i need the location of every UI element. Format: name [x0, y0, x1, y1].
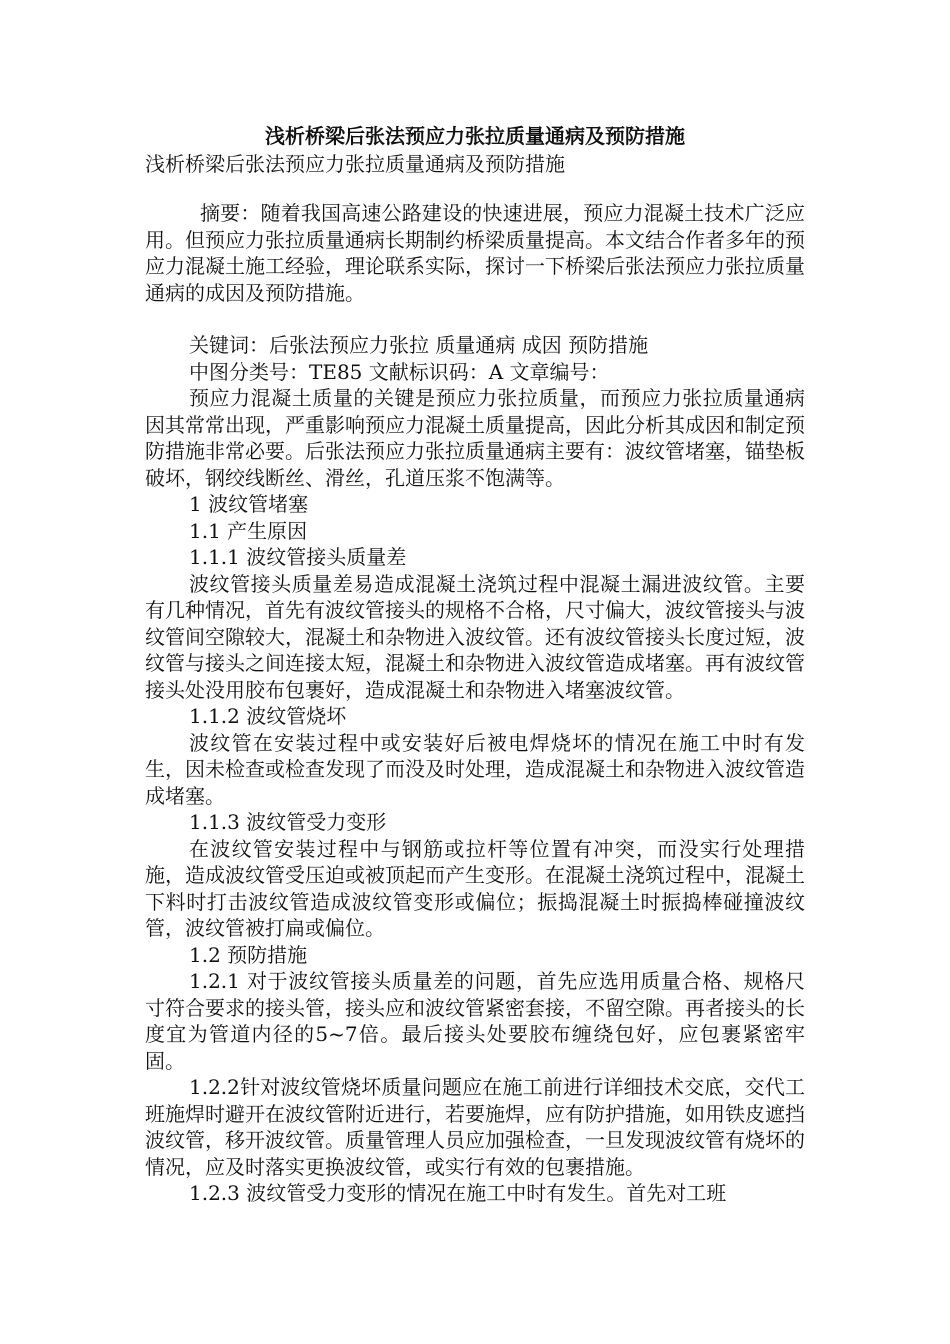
- document-subtitle: 浅析桥梁后张法预应力张拉质量通病及预防措施: [145, 152, 565, 176]
- paragraph-1-1-2: 波纹管在安装过程中或安装好后被电焊烧坏的情况在施工中时有发生，因未检查或检查发现了而没及时处理，造成混凝土和杂物进入波纹管造成堵塞。: [145, 730, 805, 808]
- document-body: [145, 200, 805, 1207]
- abstract-paragraph: 摘要：随着我国高速公路建设的快速进展，预应力混凝土技术广泛应用。但预应力张拉质量通病长期制约桥梁质量提高。本文结合作者多年的预应力混凝土施工经验，理论联系实际，探讨一下桥梁后张法预应力张拉质量通病的成因及预防措施。: [145, 201, 805, 305]
- section-heading-1: 1 波纹管堵塞: [189, 492, 309, 516]
- section-heading-1-2: 1.2 预防措施: [189, 942, 308, 967]
- intro-paragraph: 预应力混凝土质量的关键是预应力张拉质量，而预应力张拉质量通病因其常常出现，严重影响预应力混凝土质量提高，因此分析其成因和制定预防措施非常必要。后张法预应力张拉质量通病主要有：波纹管堵塞，锚垫板破坏，钢绞线断丝、滑丝，孔道压浆不饱满等。: [145, 386, 805, 490]
- paragraph-1-2-1: 1.2.1 对于波纹管接头质量差的问题，首先应选用质量合格、规格尺寸符合要求的接头管，接头应和波纹管紧密套接，不留空隙。再者接头的长度宜为管道内径的5~7倍。最后接头处要胶布缠绕包好，应包裹紧密牢固。: [145, 969, 805, 1073]
- section-heading-1-1-1: 1.1.1 波纹管接头质量差: [189, 545, 407, 569]
- paragraph-1-2-3: 1.2.3 波纹管受力变形的情况在施工中时有发生。首先对工班: [189, 1181, 727, 1205]
- section-heading-1-1-2: 1.1.2 波纹管烧坏: [189, 704, 347, 728]
- section-heading-1-1-3: 1.1.3 波纹管受力变形: [189, 810, 387, 834]
- paragraph-1-1-3: 在波纹管安装过程中与钢筋或拉杆等位置有冲突，而没实行处理措施，造成波纹管受压迫或被顶起而产生变形。在混凝土浇筑过程中，混凝土下料时打击波纹管造成波纹管变形或偏位；振捣混凝土时振捣棒碰撞波纹管，波纹管被打扁或偏位。: [145, 836, 805, 940]
- document-title: 浅析桥梁后张法预应力张拉质量通病及预防措施: [265, 124, 685, 148]
- paragraph-1-1-1: 波纹管接头质量差易造成混凝土浇筑过程中混凝土漏进波纹管。主要有几种情况，首先有波纹管接头的规格不合格，尺寸偏大，波纹管接头与波纹管间空隙较大，混凝土和杂物进入波纹管。还有波纹管接头长度过短，波纹管与接头之间连接太短，混凝土和杂物进入波纹管造成堵塞。再有波纹管接头处没用胶布包裹好，造成混凝土和杂物进入堵塞波纹管。: [145, 571, 805, 702]
- keywords-line: 关键词：后张法预应力张拉 质量通病 成因 预防措施: [189, 333, 649, 357]
- classification-line: 中图分类号：TE85 文献标识码：A 文章编号：: [189, 359, 610, 384]
- section-heading-1-1: 1.1 产生原因: [189, 518, 308, 543]
- paragraph-1-2-2: 1.2.2针对波纹管烧坏质量问题应在施工前进行详细技术交底，交代工班施焊时避开在波纹管附近进行，若要施焊，应有防护措施，如用铁皮遮挡波纹管，移开波纹管。质量管理人员应加强检查，一旦发现波纹管有烧坏的情况，应及时落实更换波纹管，或实行有效的包裹措施。: [145, 1075, 805, 1179]
- blank-line: [145, 306, 805, 332]
